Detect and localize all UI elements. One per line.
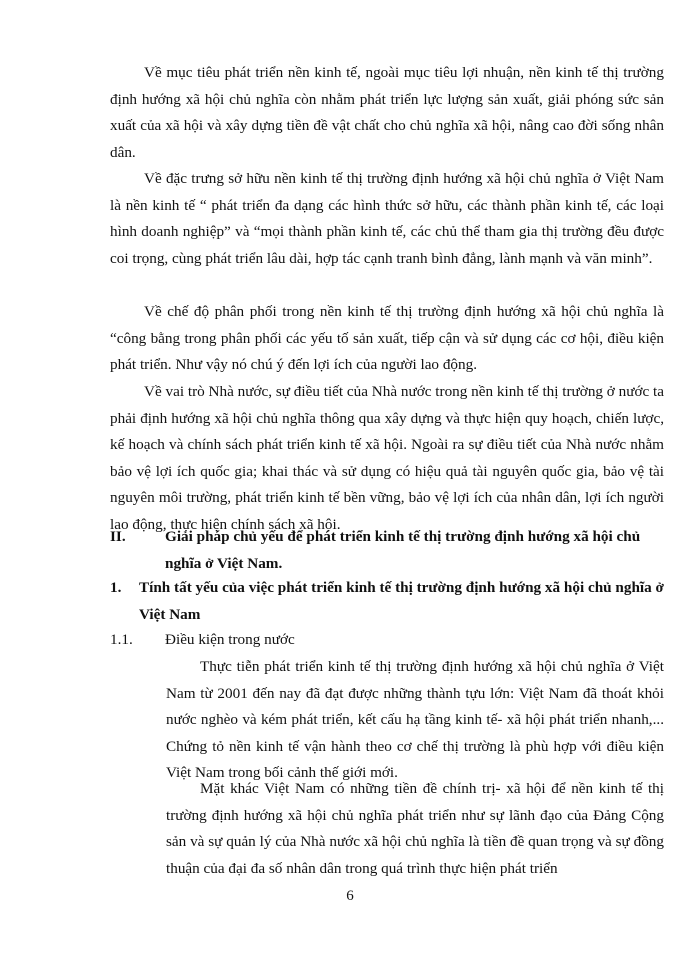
- section-number-1: 1.: [110, 579, 122, 596]
- section-heading-1: [110, 575, 664, 629]
- paragraph-economic-goals: Về mục tiêu phát triển nền kinh tế, ngoài mục tiêu lợi nhuận, nền kinh tế thị trường định hướng xã hội chủ nghĩa còn nhằm phát triển lực lượng sản xuất, giải phóng sức sản xuất của xã hội và xây dựng tiền đề vật chất cho chủ nghĩa xã hội, nâng cao đời sống nhân dân.: [110, 64, 664, 161]
- section-number-1-1: 1.1.: [110, 631, 133, 648]
- section-number-ii: II.: [110, 528, 126, 545]
- paragraph-domestic-practice: Thực tiễn phát triển kinh tế thị trường định hướng xã hội chủ nghĩa ở Việt Nam từ 2001 đến nay đã đạt được những thành tựu lớn: Việt Nam đã thoát khỏi nước nghèo và kém phát triển, kết cấu hạ tầng kinh tế- xã hội phát triển nhanh,... Chứng tỏ nền kinh tế vận hành theo cơ chế thị trường là phù hợp với điều kiện Việt Nam trong bối cảnh thế giới mới.: [166, 658, 664, 782]
- paragraph-ownership: Về đặc trưng sở hữu nền kinh tế thị trường định hướng xã hội chủ nghĩa ở Việt Nam là nền kinh tế “ phát triển đa dạng các hình thức sở hữu, các thành phần kinh tế, các loại hình doanh nghiệp” và “mọi thành phần kinh tế, các chủ thể tham gia thị trường đều được coi trọng, cùng phát triển lâu dài, hợp tác cạnh tranh bình đẳng, lành mạnh và văn minh”.: [110, 170, 664, 267]
- paragraph-political-premises: Mặt khác Việt Nam có những tiền đề chính trị- xã hội để nền kinh tế thị trường định hướng xã hội chủ nghĩa phát triển như sự lãnh đạo của Đảng Cộng sản và sự quản lý của Nhà nước xã hội chủ nghĩa là tiền đề quan trọng và sự đồng thuận của đại đa số nhân dân trong quá trình thực hiện phát triển: [166, 780, 664, 877]
- section-title-1-1: Điều kiện trong nước: [165, 631, 295, 648]
- section-title-1: Tính tất yếu của việc phát triển kinh tế thị trường định hướng xã hội chủ nghĩa ở Việt Nam: [139, 579, 664, 623]
- section-heading-ii: [110, 524, 664, 578]
- paragraph-state-role: Về vai trò Nhà nước, sự điều tiết của Nhà nước trong nền kinh tế thị trường ở nước ta phải định hướng xã hội chủ nghĩa thông qua xây dựng và thực hiện quy hoạch, chiến lược, kế hoạch và chính sách phát triển kinh tế xã hội. Ngoài ra sự điều tiết của Nhà nước nhằm bảo vệ lợi ích quốc gia; khai thác và sử dụng có hiệu quả tài nguyên quốc gia, bảo vệ tài nguyên môi trường, phát triển kinh tế bền vững, bảo vệ lợi ích của nhân dân, lợi ích người lao động, thực hiện chính sách xã hội.: [110, 383, 664, 533]
- paragraph-distribution: Về chế độ phân phối trong nền kinh tế thị trường định hướng xã hội chủ nghĩa là “công bằng trong phân phối các yếu tố sản xuất, tiếp cận và sử dụng các cơ hội, điều kiện phát triển. Như vậy nó chú ý đến lợi ích của người lao động.: [110, 303, 664, 374]
- page-number: 6: [346, 888, 354, 904]
- section-title-ii: Giải pháp chủ yếu để phát triển kinh tế thị trường định hướng xã hội chủ nghĩa ở Việt Nam.: [165, 528, 641, 572]
- section-heading-1-1: [110, 627, 664, 654]
